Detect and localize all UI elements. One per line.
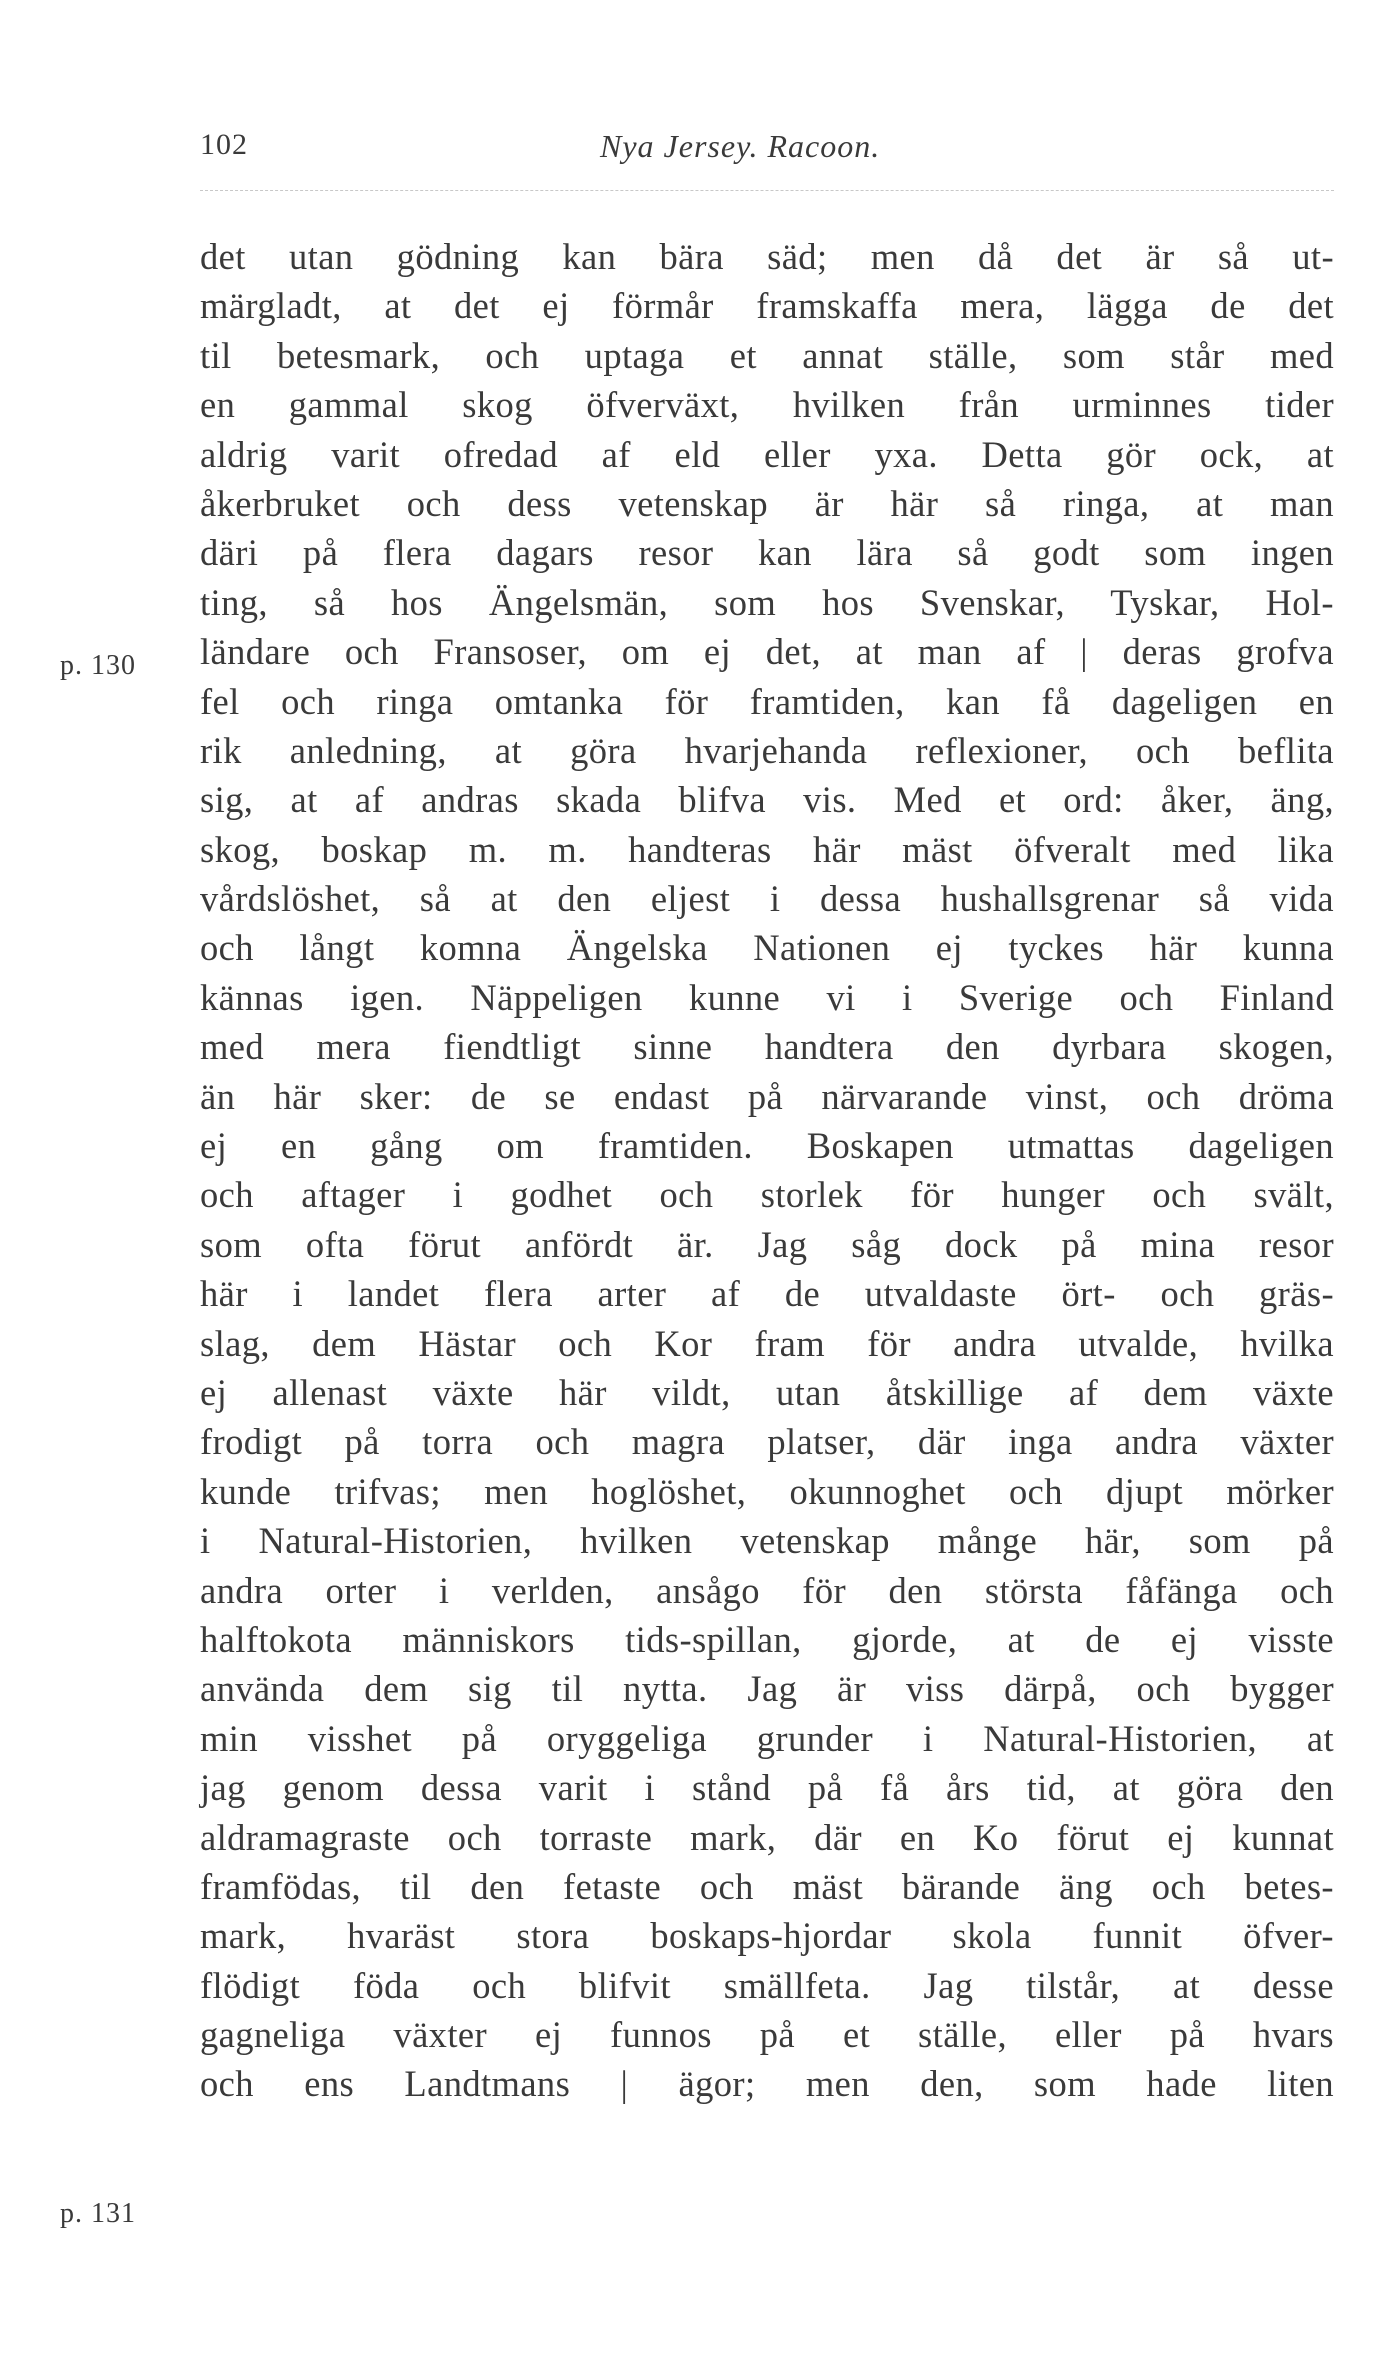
text-line: slag, dem Hästar och Kor fram för andra utvalde, hvilka	[200, 1322, 1334, 1364]
text-line: halftokota människors tids-spillan, gjorde, at de ej visste	[200, 1618, 1334, 1660]
text-line: gagneliga växter ej funnos på et ställe, eller på hvars	[200, 2014, 1334, 2056]
margin-note-p131: p. 131	[60, 2198, 136, 2229]
text-line: framfödas, til den fetaste och mäst bärande äng och betes-	[200, 1865, 1334, 1907]
body-text	[200, 232, 1334, 2109]
text-line: min visshet på oryggeliga grunder i Natural-Historien, at	[200, 1717, 1334, 1759]
text-line: en gammal skog öfverväxt, hvilken från urminnes tider	[200, 384, 1334, 426]
text-line: och aftager i godhet och storlek för hunger och svält,	[200, 1174, 1334, 1216]
page-header	[200, 128, 1334, 178]
margin-note-p130: p. 130	[60, 650, 136, 681]
text-line: ländare och Fransoser, om ej det, at man af | deras grofva	[200, 631, 1334, 673]
text-line: mark, hvaräst stora boskaps-hjordar skola funnit öfver-	[200, 1915, 1334, 1957]
text-line: som ofta förut anfördt är. Jag såg dock på mina resor	[200, 1223, 1334, 1265]
text-line: i Natural-Historien, hvilken vetenskap månge här, som på	[200, 1520, 1334, 1562]
text-line: här i landet flera arter af de utvaldaste ört- och gräs-	[200, 1273, 1334, 1315]
text-line: til betesmark, och uptaga et annat ställe, som står med	[200, 334, 1334, 376]
text-line: märgladt, at det ej förmår framskaffa mera, lägga de det	[200, 285, 1334, 327]
text-line: däri på flera dagars resor kan lära så godt som ingen	[200, 532, 1334, 574]
text-line: än här sker: de se endast på närvarande vinst, och dröma	[200, 1075, 1334, 1117]
text-line: flödigt föda och blifvit smällfeta. Jag tilstår, at desse	[200, 1964, 1334, 2006]
text-line: kunde trifvas; men hoglöshet, okunnoghet och djupt mörker	[200, 1470, 1334, 1512]
page-number: 102	[200, 128, 248, 161]
text-line: ej en gång om framtiden. Boskapen utmattas dageligen	[200, 1125, 1334, 1167]
text-line: ej allenast växte här vildt, utan åtskillige af dem växte	[200, 1371, 1334, 1413]
text-line: frodigt på torra och magra platser, där inga andra växter	[200, 1421, 1334, 1463]
running-title: Nya Jersey. Racoon.	[600, 128, 881, 164]
text-line: och långt komna Ängelska Nationen ej tyckes här kunna	[200, 927, 1334, 969]
text-line: använda dem sig til nytta. Jag är viss därpå, och bygger	[200, 1668, 1334, 1710]
text-line: vårdslöshet, så at den eljest i dessa hushallsgrenar så vida	[200, 878, 1334, 920]
text-line: andra orter i verlden, ansågo för den största fåfänga och	[200, 1569, 1334, 1611]
text-line: fel och ringa omtanka för framtiden, kan få dageligen en	[200, 680, 1334, 722]
text-line: kännas igen. Näppeligen kunne vi i Sverige och Finland	[200, 976, 1334, 1018]
text-line: rik anledning, at göra hvarjehanda reflexioner, och beflita	[200, 729, 1334, 771]
text-line: aldramagraste och torraste mark, där en Ko förut ej kunnat	[200, 1816, 1334, 1858]
text-line: det utan gödning kan bära säd; men då det är så ut-	[200, 236, 1334, 277]
text-line: skog, boskap m. m. handteras här mäst öfveralt med lika	[200, 828, 1334, 870]
text-line: jag genom dessa varit i stånd på få års tid, at göra den	[200, 1767, 1334, 1809]
text-line: sig, at af andras skada blifva vis. Med et ord: åker, äng,	[200, 779, 1334, 821]
header-rule	[200, 190, 1334, 191]
text-line: ting, så hos Ängelsmän, som hos Svenskar, Tyskar, Hol-	[200, 581, 1334, 623]
text-line: med mera fiendtligt sinne handtera den dyrbara skogen,	[200, 1026, 1334, 1068]
text-line: aldrig varit ofredad af eld eller yxa. Detta gör ock, at	[200, 433, 1334, 475]
text-line: åkerbruket och dess vetenskap är här så ringa, at man	[200, 482, 1334, 524]
text-line: och ens Landtmans | ägor; men den, som hade liten	[200, 2063, 1334, 2105]
